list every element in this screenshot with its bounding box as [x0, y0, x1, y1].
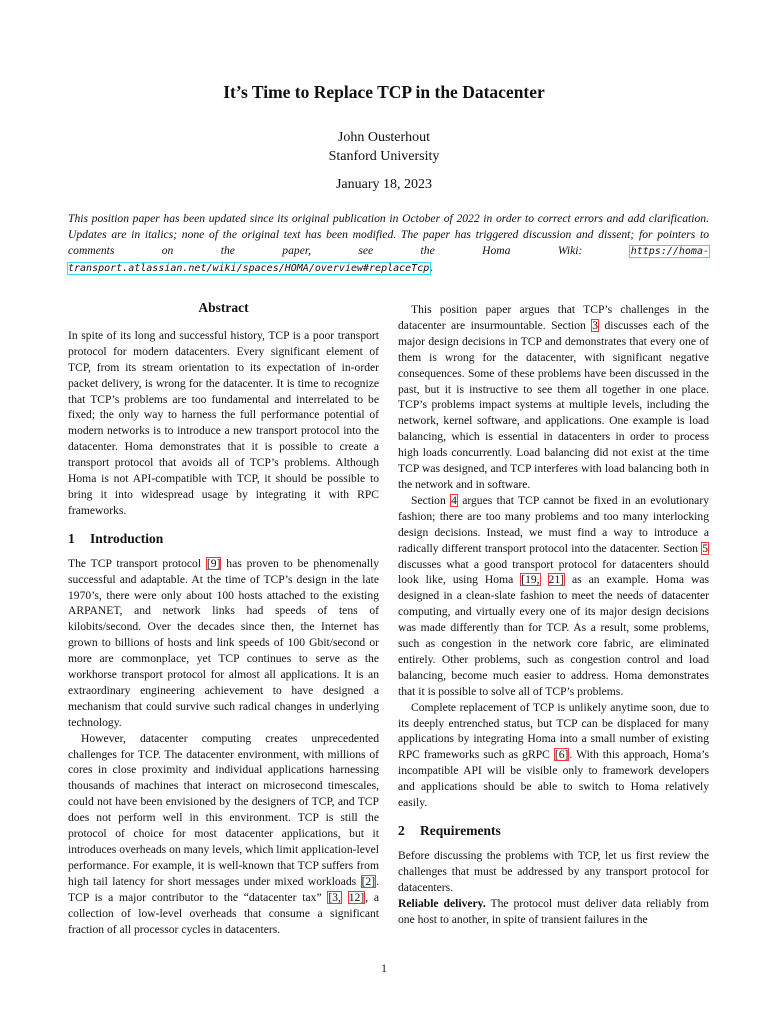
citation-link[interactable]: 21]: [548, 573, 565, 587]
paper-date: January 18, 2023: [335, 177, 433, 192]
right-paragraph-2: Section 4 argues that TCP cannot be fixed in an evolutionary fashion; there are too many problems and too many interlocking design decisions. Instead, we must find a way to introduce a radically different transport protocol into the datacenter. Section 5 discusses what a good transport protocol for datacenters should look like, using Homa [19, 21] as an example. Homa was designed in a clean-slate fashion to meet the needs of datacenter computing, and virtually every one of its major design decisions was made differently than for TCP. As a result, some problems, such as congestion in the network core fabric, are eliminated entirely. Other problems, such as congestion control and load balancing, become much easier to address. Homa demonstrates that it is possible to solve all of TCP’s problems.: [398, 493, 709, 698]
right-column: [398, 302, 709, 927]
update-note: This position paper has been updated since its original publication in October of 2022 in order to correct errors and add clarification. Updates are in italics; none of the original text has been modified. The paper has triggered discussion and dissent; for pointers to comments on the paper, see the Homa Wiki: https://homa-transport.atlassian.net/wiki/spaces/HOMA/overview#replaceTcp.: [68, 212, 709, 274]
citation-link[interactable]: 12]: [348, 890, 365, 904]
citation-link[interactable]: [6]: [554, 748, 569, 762]
requirements-paragraph-1: Before discussing the problems with TCP, let us first review the challenges that must be addressed by any transport protocol for datacenters.: [398, 848, 709, 894]
intro-paragraph-2: However, datacenter computing creates unprecedented challenges for TCP. The datacenter environment, with millions of cores in close proximity and individual applications harnessing thousands of machines that interact on microsecond timescales, could not have been envisioned by the designers of TCP, and TCP does not perform well in this environment. TCP is still the protocol of choice for most datacenter applications, but it introduces overheads on many levels, which limit application-level performance. For example, it is well-known that TCP suffers from high tail latency for short messages under mixed workloads [2]. TCP is a major contributor to the “datacenter tax” [3, 12], a collection of low-level overheads that consume a significant fraction of all processor cycles in datacenters.: [68, 731, 380, 936]
citation-link[interactable]: [19,: [521, 573, 540, 587]
section-ref-link[interactable]: 4: [451, 493, 457, 507]
abstract-heading: Abstract: [198, 300, 249, 315]
citation-link[interactable]: [3,: [328, 890, 341, 904]
section-ref-link[interactable]: 5: [702, 541, 708, 555]
paper-title: It’s Time to Replace TCP in the Datacenter: [223, 82, 545, 102]
left-column: [68, 300, 379, 937]
section-ref-link[interactable]: 3: [592, 318, 599, 332]
requirements-paragraph-2: Reliable delivery. The protocol must deliver data reliably from one host to another, in spite of transient failures in the: [398, 896, 710, 926]
citation-link[interactable]: [2]: [361, 874, 376, 888]
homa-wiki-link[interactable]: https://homa-transport.atlassian.net/wiki/spaces/HOMA/overview#replaceTcp: [68, 246, 709, 274]
page-number: 1: [381, 962, 387, 975]
citation-link[interactable]: [9]: [206, 556, 221, 570]
section-heading-requirements: 2 Requirements: [398, 823, 501, 838]
reliable-delivery-lead: Reliable delivery.: [398, 896, 486, 910]
update-note-text: This position paper has been updated since its original publication in October of 2022 in order to correct errors and add clarification. Updates are in italics; none of the original text has been modified. The paper has triggered discussion and dissent; for pointers to comments on the paper, see the Homa Wiki:: [68, 212, 709, 257]
author-affiliation: Stanford University: [328, 149, 440, 164]
abstract-text: In spite of its long and successful history, TCP is a poor transport protocol for modern datacenters. Every significant element of TCP, from its stream orientation to its expectation of in-order packet delivery, is wrong for the datacenter. It is time to recognize that TCP’s problems are too fundamental and interrelated to be fixed; the only way to harness the full performance potential of modern networks is to introduce a new transport protocol into the datacenter. Homa demonstrates that it is possible to create a transport protocol that avoids all of TCP’s problems. Although Homa is not API-compatible with TCP, it should be possible to bring it into widespread usage by integrating it with RPC frameworks.: [68, 328, 379, 517]
intro-paragraph-1: The TCP transport protocol [9] has proven to be phenomenally successful and adaptable. At the time of TCP’s design in the late 1970’s, there were only about 100 hosts attached to the existing ARPANET, and network links had speeds of tens of kilobits/second. Over the decades since then, the Internet has grown to billions of hosts and link speeds of 100 Gbit/second or more are commonplace, yet TCP continues to serve as the workhorse transport protocol for almost all applications. It is an extraordinary engineering achievement to have designed a mechanism that could survive such radical changes in underlying technology.: [68, 556, 380, 729]
right-paragraph-3: Complete replacement of TCP is unlikely anytime soon, due to its deeply entrenched status, but TCP can be displaced for many applications by integrating Homa into a small number of existing RPC frameworks such as gRPC [6]. With this approach, Homa’s incompatible API will be visible only to framework developers and applications should be able to switch to Homa relatively easily.: [398, 700, 709, 810]
section-heading-introduction: 1 Introduction: [68, 530, 164, 546]
right-paragraph-1: This position paper argues that TCP’s challenges in the datacenter are insurmountable. Section 3 discusses each of the major design decisions in TCP and demonstrates that every one of them is wrong for the datacenter, with significant negative consequences. Some of these problems have been discussed in the past, but it is instructive to see them all together in one place. TCP’s problems impact systems at multiple levels, including the network, kernel software, and applications. One example is load balancing, which is essential in datacenters in order to process high loads concurrently. Load balancing did not exist at the time TCP was designed, and TCP interferes with load balancing both in the network and in software.: [398, 303, 709, 491]
author-name: John Ousterhout: [337, 130, 431, 145]
author-block: [0, 128, 768, 166]
